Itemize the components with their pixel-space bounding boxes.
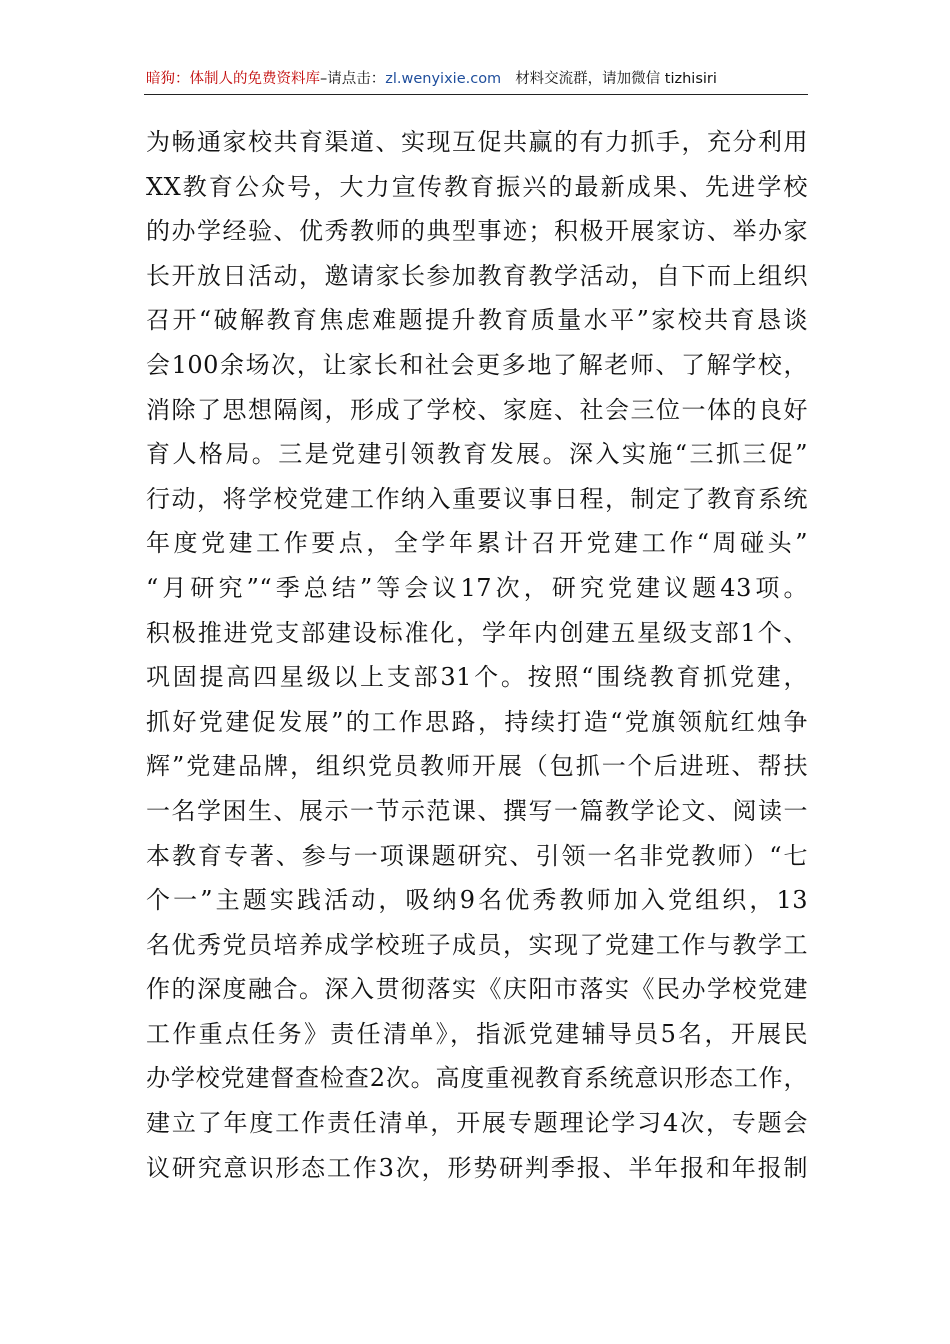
body-line: 作的深度融合。深入贯彻落实《庆阳市落实《民办学校党建 <box>146 975 808 1004</box>
body-line: XX教育公众号，大力宣传教育振兴的最新成果、先进学校 <box>146 172 808 201</box>
body-line: 的办学经验、优秀教师的典型事迹；积极开展家访、举办家 <box>146 217 808 246</box>
body-line: 育人格局。三是党建引领教育发展。深入实施“三抓三促” <box>146 440 808 469</box>
body-line: 一名学困生、展示一节示范课、撰写一篇教学论文、阅读一 <box>146 796 808 825</box>
header-divider <box>144 94 808 95</box>
header-click-prompt: –请点击： <box>320 71 386 87</box>
body-line: 为畅通家校共育渠道、实现互促共赢的有力抓手，充分利用 <box>146 128 808 156</box>
body-line: 工作重点任务》责任清单》，指派党建辅导员5名，开展民 <box>146 1019 808 1048</box>
body-line: 召开“破解教育焦虑难题提升教育质量水平”家校共育恳谈 <box>146 306 808 335</box>
body-line: 办学校党建督查检查2次。高度重视教育系统意识形态工作， <box>146 1064 808 1093</box>
body-line: 会100余场次，让家长和社会更多地了解老师、了解学校， <box>146 350 808 379</box>
body-line: 行动，将学校党建工作纳入重要议事日程，制定了教育系统 <box>146 484 808 513</box>
body-line: 议研究意识形态工作3次，形势研判季报、半年报和年报制 <box>146 1153 808 1182</box>
body-line: 年度党建工作要点，全学年累计召开党建工作“周碰头” <box>146 529 808 558</box>
body-line: 本教育专著、参与一项课题研究、引领一名非党教师）“七 <box>146 841 808 870</box>
body-line: 建立了年度工作责任清单，开展专题理论学习4次，专题会 <box>146 1109 808 1138</box>
document-body <box>146 120 808 1190</box>
header-group-note: 材料交流群，请加微信 tizhisiri <box>515 71 717 87</box>
header-site-name: 暗狗：体制人的免费资料库 <box>146 71 320 87</box>
body-line: 抓好党建促发展”的工作思路，持续打造“党旗领航红烛争 <box>146 707 808 736</box>
body-line: 巩固提高四星级以上支部31个。按照“围绕教育抓党建， <box>146 663 808 692</box>
body-line: 长开放日活动，邀请家长参加教育教学活动，自下而上组织 <box>146 261 808 290</box>
body-line: “月研究”“季总结”等会议17次，研究党建议题43项。 <box>146 573 808 602</box>
body-line: 积极推进党支部建设标准化，学年内创建五星级支部1个、 <box>146 618 808 647</box>
body-line: 名优秀党员培养成学校班子成员，实现了党建工作与教学工 <box>146 930 808 959</box>
page-header <box>146 66 806 92</box>
header-url-link[interactable]: zl.wenyixie.com <box>385 71 502 87</box>
body-line: 辉”党建品牌，组织党员教师开展（包抓一个后进班、帮扶 <box>146 752 808 781</box>
body-line: 消除了思想隔阂，形成了学校、家庭、社会三位一体的良好 <box>146 395 808 424</box>
body-line: 个一”主题实践活动，吸纳9名优秀教师加入党组织，13 <box>146 886 808 915</box>
